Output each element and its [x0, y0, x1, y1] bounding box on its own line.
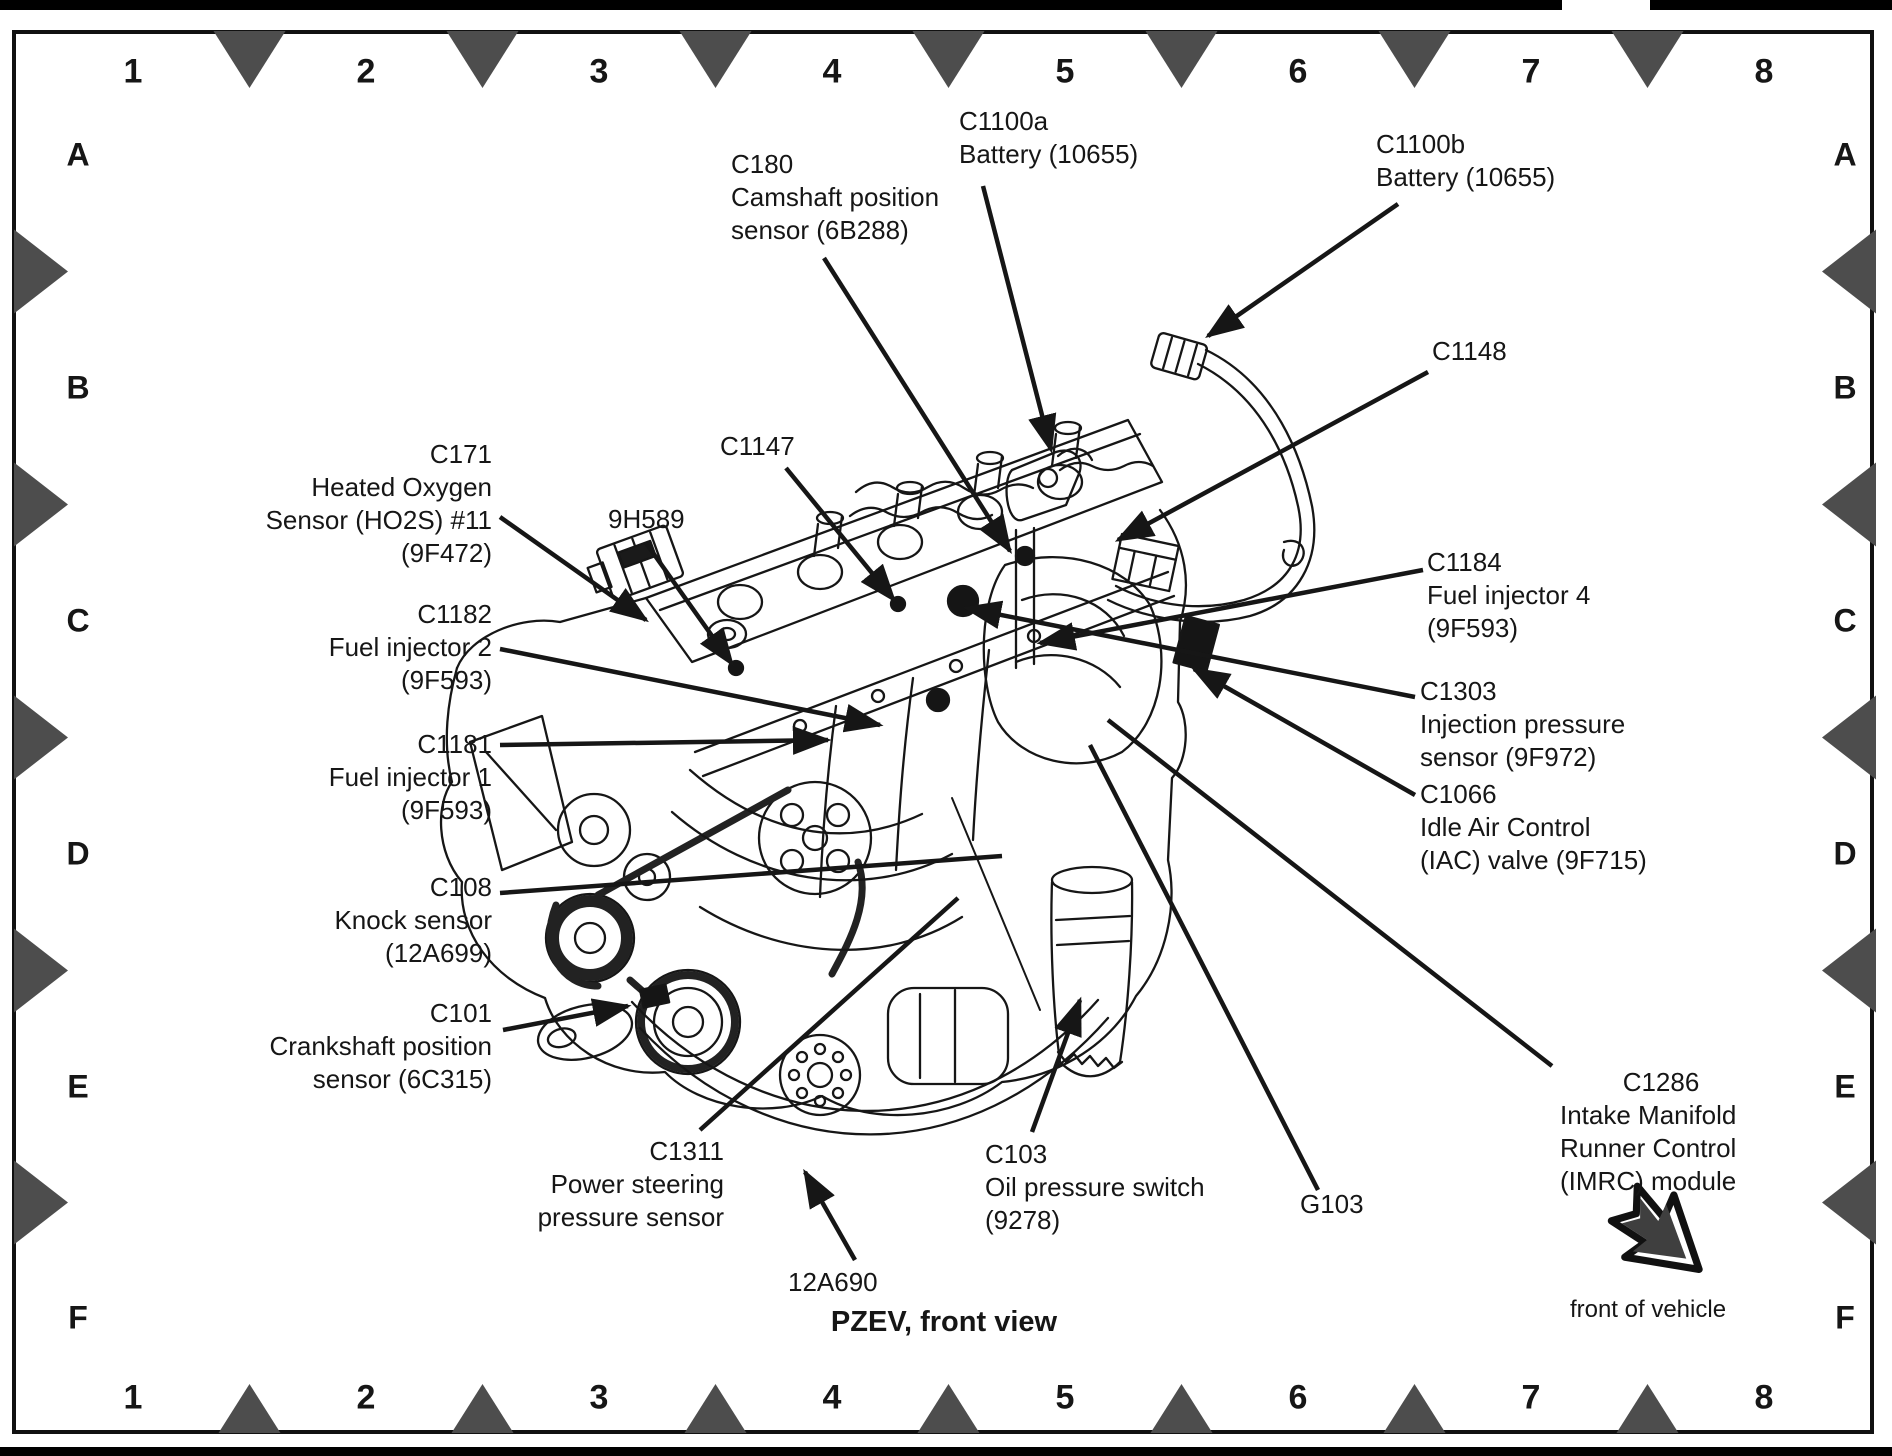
front-of-vehicle-label: front of vehicle	[1569, 1296, 1727, 1323]
callout-line: Runner Control	[1560, 1133, 1737, 1163]
grid-marker-top-triangle-icon	[1379, 31, 1451, 88]
callout-line: pressure sensor	[537, 1202, 724, 1232]
grid-row-left-D: D	[66, 835, 90, 872]
callout-line: (12A699)	[385, 938, 492, 968]
callout-C1286	[1560, 1066, 1762, 1198]
grid-marker-left-triangle-icon	[14, 929, 68, 1013]
callout-C1303	[1420, 675, 1625, 774]
callout-line: C1181	[417, 729, 492, 759]
callout-line: Knock sensor	[334, 905, 492, 935]
callout-line: Injection pressure	[1420, 709, 1626, 739]
callout-line: (IAC) valve (9F715)	[1420, 845, 1647, 875]
callout-line: Fuel injector 2	[328, 632, 492, 662]
leader-line-C1100b	[1208, 204, 1398, 336]
callout-line: Battery (10655)	[959, 139, 1139, 169]
callout-line: C108	[429, 872, 492, 902]
callout-line: Battery (10655)	[1376, 162, 1556, 192]
grid-row-right-B: B	[1833, 369, 1857, 406]
callout-line: 9H589	[608, 504, 685, 534]
grid-marker-top-triangle-icon	[214, 31, 286, 88]
grid-marker-left-triangle-icon	[14, 230, 68, 314]
grid-col-bottom-5: 5	[1055, 1378, 1075, 1417]
grid-marker-bottom-triangle-icon	[1384, 1384, 1446, 1433]
callout-C1311	[538, 1135, 724, 1234]
grid-marker-bottom-triangle-icon	[452, 1384, 514, 1433]
grid-marker-top-triangle-icon	[680, 31, 752, 88]
grid-marker-top-triangle-icon	[913, 31, 985, 88]
callout-line: Heated Oxygen	[311, 472, 492, 502]
grid-col-top-6: 6	[1288, 52, 1308, 91]
grid-row-left-C: C	[66, 602, 90, 639]
grid-col-bottom-7: 7	[1521, 1378, 1541, 1417]
callout-12A690	[788, 1266, 878, 1299]
callout-line: (IMRC) module	[1560, 1166, 1737, 1196]
leader-line-G103	[1090, 745, 1318, 1190]
callout-C1147	[720, 430, 795, 463]
callout-line: Sensor (HO2S) #11	[265, 505, 492, 535]
callout-line: C101	[429, 998, 492, 1028]
callout-C101	[269, 997, 492, 1096]
callout-line: C1100b	[1376, 129, 1466, 159]
callout-line: 12A690	[788, 1267, 878, 1297]
callout-C103	[985, 1138, 1205, 1237]
callout-line: G103	[1300, 1189, 1364, 1219]
grid-col-top-8: 8	[1754, 52, 1774, 91]
leader-line-12A690	[805, 1172, 855, 1260]
callout-line: Idle Air Control	[1420, 812, 1591, 842]
leader-line-C1100a	[983, 186, 1051, 450]
grid-row-right-F: F	[1835, 1299, 1855, 1336]
grid-col-bottom-2: 2	[356, 1378, 376, 1417]
callout-line: Power steering	[550, 1169, 724, 1199]
callout-line: Oil pressure switch	[985, 1172, 1205, 1202]
callout-line: C1148	[1432, 336, 1507, 366]
grid-marker-bottom-triangle-icon	[219, 1384, 281, 1433]
callout-C1182	[329, 598, 492, 697]
callout-C1100a	[959, 105, 1138, 171]
callout-line: Camshaft position	[731, 182, 940, 212]
callout-C1100b	[1376, 128, 1555, 194]
callout-C180	[731, 148, 939, 247]
callout-line: Fuel injector 4	[1427, 580, 1591, 610]
leader-line-C101	[503, 1006, 628, 1030]
callout-line: C1303	[1420, 676, 1497, 706]
callout-C171	[266, 438, 492, 570]
callout-line: C1100a	[959, 106, 1049, 136]
callout-line: Intake Manifold	[1560, 1100, 1737, 1130]
callout-line: C1182	[417, 599, 492, 629]
callout-line: sensor (6C315)	[312, 1064, 492, 1094]
callout-line: (9F593)	[400, 665, 492, 695]
callout-G103	[1300, 1188, 1364, 1221]
callout-9H589	[608, 503, 685, 536]
grid-col-top-3: 3	[589, 52, 609, 91]
callout-line: C180	[731, 149, 794, 179]
grid-marker-right-triangle-icon	[1822, 929, 1876, 1013]
grid-marker-bottom-triangle-icon	[1617, 1384, 1679, 1433]
leader-line-C1148	[1118, 372, 1428, 540]
callout-C108	[334, 871, 492, 970]
grid-col-bottom-3: 3	[589, 1378, 609, 1417]
grid-col-bottom-4: 4	[822, 1378, 842, 1417]
callout-C1184	[1427, 546, 1590, 645]
grid-col-top-1: 1	[123, 52, 143, 91]
grid-marker-top-triangle-icon	[1612, 31, 1684, 88]
grid-col-top-7: 7	[1521, 52, 1541, 91]
grid-marker-bottom-triangle-icon	[918, 1384, 980, 1433]
grid-marker-right-triangle-icon	[1822, 230, 1876, 314]
grid-marker-bottom-triangle-icon	[1151, 1384, 1213, 1433]
grid-row-right-D: D	[1833, 835, 1857, 872]
page-title: PZEV, front view	[830, 1306, 1058, 1338]
grid-marker-left-triangle-icon	[14, 1161, 68, 1245]
grid-col-bottom-8: 8	[1754, 1378, 1774, 1417]
callout-line: C171	[429, 439, 492, 469]
grid-marker-top-triangle-icon	[1146, 31, 1218, 88]
leader-line-C180	[824, 258, 1010, 551]
leader-line-C1066	[1194, 669, 1415, 795]
engine-drawing	[441, 332, 1314, 1134]
callout-line: C1286	[1622, 1067, 1700, 1097]
leader-line-C1181	[500, 740, 828, 745]
callout-line: (9F472)	[400, 538, 492, 568]
callout-line: C103	[985, 1139, 1048, 1169]
grid-marker-right-triangle-icon	[1822, 463, 1876, 547]
grid-row-right-E: E	[1834, 1068, 1856, 1105]
grid-col-bottom-1: 1	[123, 1378, 143, 1417]
callout-C1181	[329, 728, 492, 827]
callout-line: (9F593)	[1427, 613, 1519, 643]
grid-col-top-5: 5	[1055, 52, 1075, 91]
callout-C1066	[1420, 778, 1647, 877]
grid-col-top-4: 4	[822, 52, 842, 91]
callout-C1148	[1432, 335, 1507, 368]
grid-marker-left-triangle-icon	[14, 696, 68, 780]
grid-row-left-B: B	[66, 369, 90, 406]
grid-col-bottom-6: 6	[1288, 1378, 1308, 1417]
grid-row-left-E: E	[67, 1068, 89, 1105]
grid-row-right-C: C	[1833, 602, 1857, 639]
grid-col-top-2: 2	[356, 52, 376, 91]
grid-row-right-A: A	[1833, 136, 1857, 173]
grid-marker-bottom-triangle-icon	[685, 1384, 747, 1433]
grid-row-left-A: A	[66, 136, 90, 173]
callout-line: Crankshaft position	[269, 1031, 492, 1061]
callout-line: C1184	[1427, 547, 1502, 577]
callout-line: C1311	[649, 1136, 724, 1166]
callout-line: Fuel injector 1	[328, 762, 492, 792]
callout-line: sensor (9F972)	[1420, 742, 1597, 772]
grid-marker-left-triangle-icon	[14, 463, 68, 547]
callout-line: C1066	[1420, 779, 1497, 809]
callout-line: C1147	[720, 431, 795, 461]
callout-line: (9F593)	[400, 795, 492, 825]
callout-line: sensor (6B288)	[731, 215, 909, 245]
grid-marker-right-triangle-icon	[1822, 696, 1876, 780]
grid-marker-right-triangle-icon	[1822, 1161, 1876, 1245]
grid-marker-top-triangle-icon	[447, 31, 519, 88]
grid-row-left-F: F	[68, 1299, 88, 1336]
callout-line: (9278)	[985, 1205, 1061, 1235]
